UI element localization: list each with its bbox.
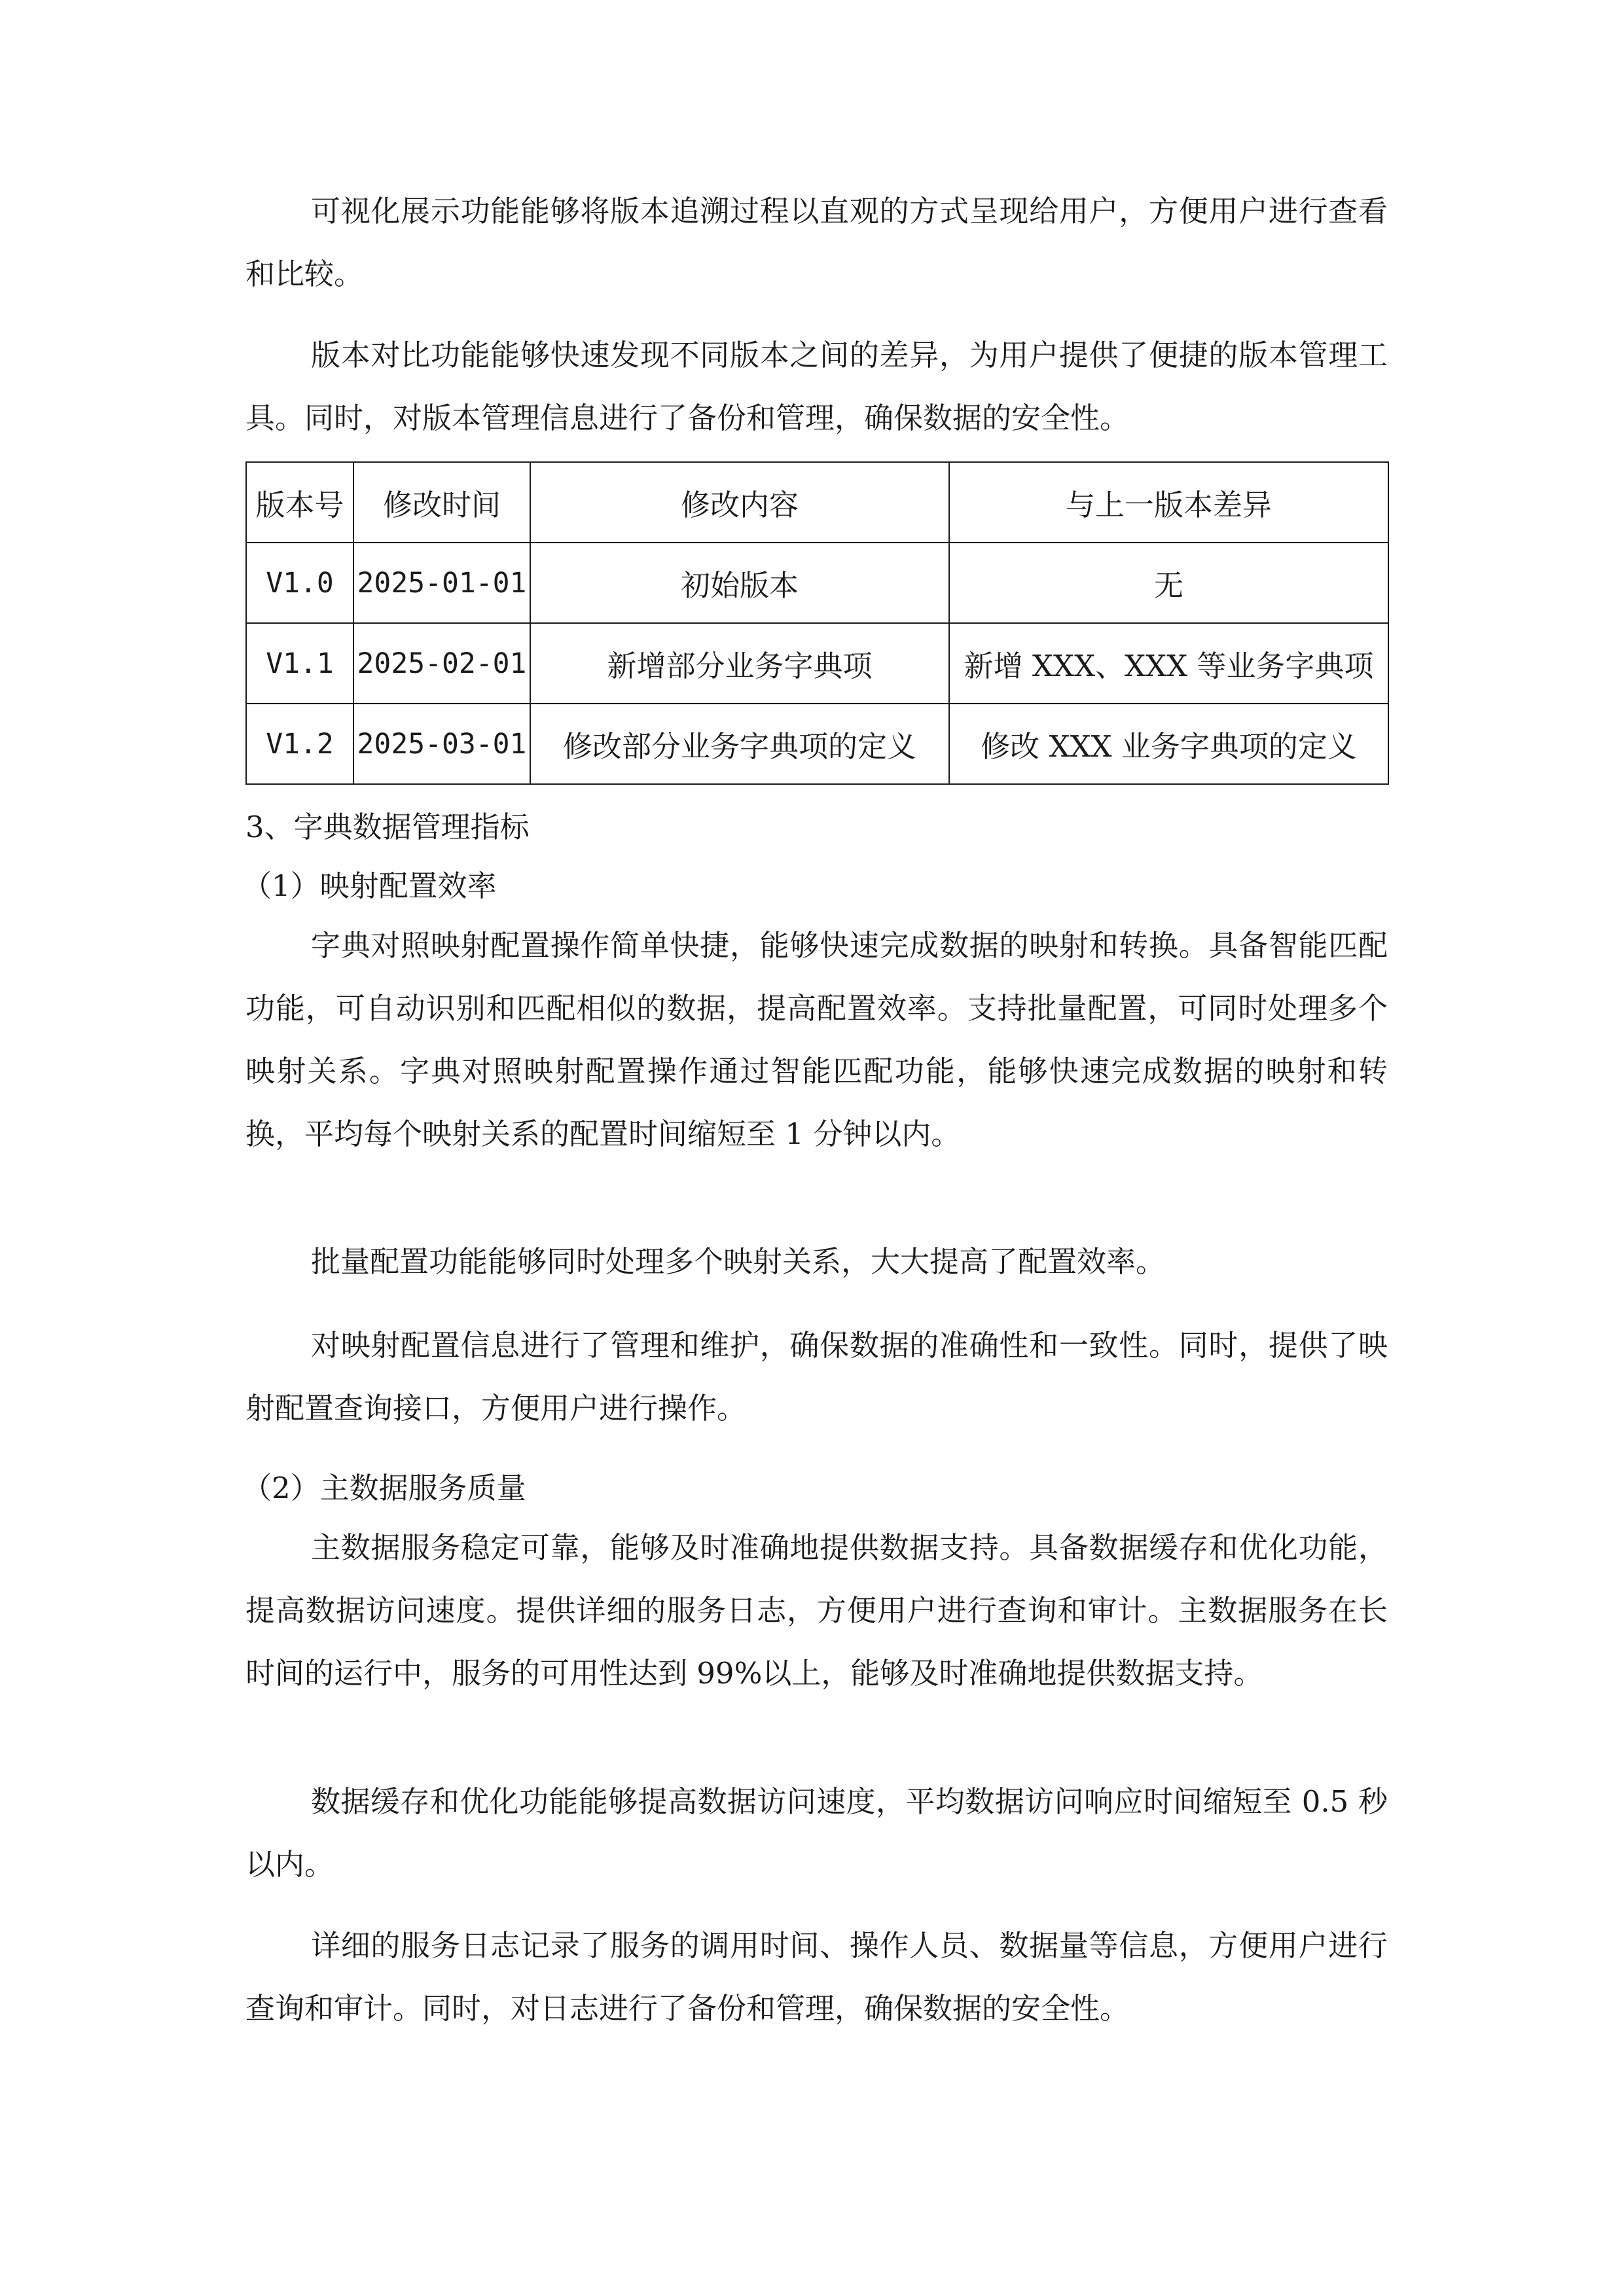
section-paragraph: 数据缓存和优化功能能够提高数据访问速度，平均数据访问响应时间缩短至 0.5 秒以内。 — [245, 1784, 1388, 1882]
section-paragraph: 主数据服务稳定可靠，能够及时准确地提供数据支持。具备数据缓存和优化功能，提高数据访问速度。提供详细的服务日志，方便用户进行查询和审计。主数据服务在长时间的运行中，服务的可用性达到 99%以上，能够及时准确地提供数据支持。 — [245, 1530, 1388, 1691]
subsection-2-title: （2）主数据服务质量 — [242, 1471, 526, 1505]
cell-diff: 新增 XXX、XXX 等业务字典项 — [949, 623, 1388, 704]
section-3-title: 3、字典数据管理指标 — [245, 810, 530, 844]
cell-diff: 无 — [949, 543, 1388, 623]
header-diff: 与上一版本差异 — [949, 462, 1388, 543]
section-paragraph: 字典对照映射配置操作简单快捷，能够快速完成数据的映射和转换。具备智能匹配功能，可自动识别和匹配相似的数据，提高配置效率。支持批量配置，可同时处理多个映射关系。字典对照映射配置操作通过智能匹配功能，能够快速完成数据的映射和转换，平均每个映射关系的配置时间缩短至 1 分钟以内。 — [245, 928, 1388, 1151]
intro-paragraph: 版本对比功能能够快速发现不同版本之间的差异，为用户提供了便捷的版本管理工具。同时，对版本管理信息进行了备份和管理，确保数据的安全性。 — [245, 338, 1388, 435]
cell-content: 初始版本 — [530, 543, 949, 623]
cell-version: V1.1 — [246, 623, 353, 704]
header-date: 修改时间 — [353, 462, 530, 543]
subsection-1-title: （1）映射配置效率 — [242, 869, 497, 903]
table-row — [246, 543, 1388, 623]
table-header-row — [246, 462, 1388, 543]
cell-version: V1.2 — [246, 704, 353, 784]
cell-date: 2025-01-01 — [353, 543, 530, 623]
cell-date: 2025-03-01 — [353, 704, 530, 784]
section-paragraph: 批量配置功能能够同时处理多个映射关系，大大提高了配置效率。 — [311, 1244, 1166, 1279]
section-paragraph: 对映射配置信息进行了管理和维护，确保数据的准确性和一致性。同时，提供了映射配置查询接口，方便用户进行操作。 — [245, 1328, 1388, 1426]
header-version: 版本号 — [246, 462, 353, 543]
version-table — [245, 461, 1389, 785]
cell-content: 修改部分业务字典项的定义 — [530, 704, 949, 784]
cell-diff: 修改 XXX 业务字典项的定义 — [949, 704, 1388, 784]
intro-paragraph: 可视化展示功能能够将版本追溯过程以直观的方式呈现给用户，方便用户进行查看和比较。 — [245, 194, 1388, 291]
table-row — [246, 704, 1388, 784]
cell-content: 新增部分业务字典项 — [530, 623, 949, 704]
cell-date: 2025-02-01 — [353, 623, 530, 704]
table-row — [246, 623, 1388, 704]
cell-version: V1.0 — [246, 543, 353, 623]
section-paragraph: 详细的服务日志记录了服务的调用时间、操作人员、数据量等信息，方便用户进行查询和审计。同时，对日志进行了备份和管理，确保数据的安全性。 — [245, 1928, 1388, 2026]
header-content: 修改内容 — [530, 462, 949, 543]
